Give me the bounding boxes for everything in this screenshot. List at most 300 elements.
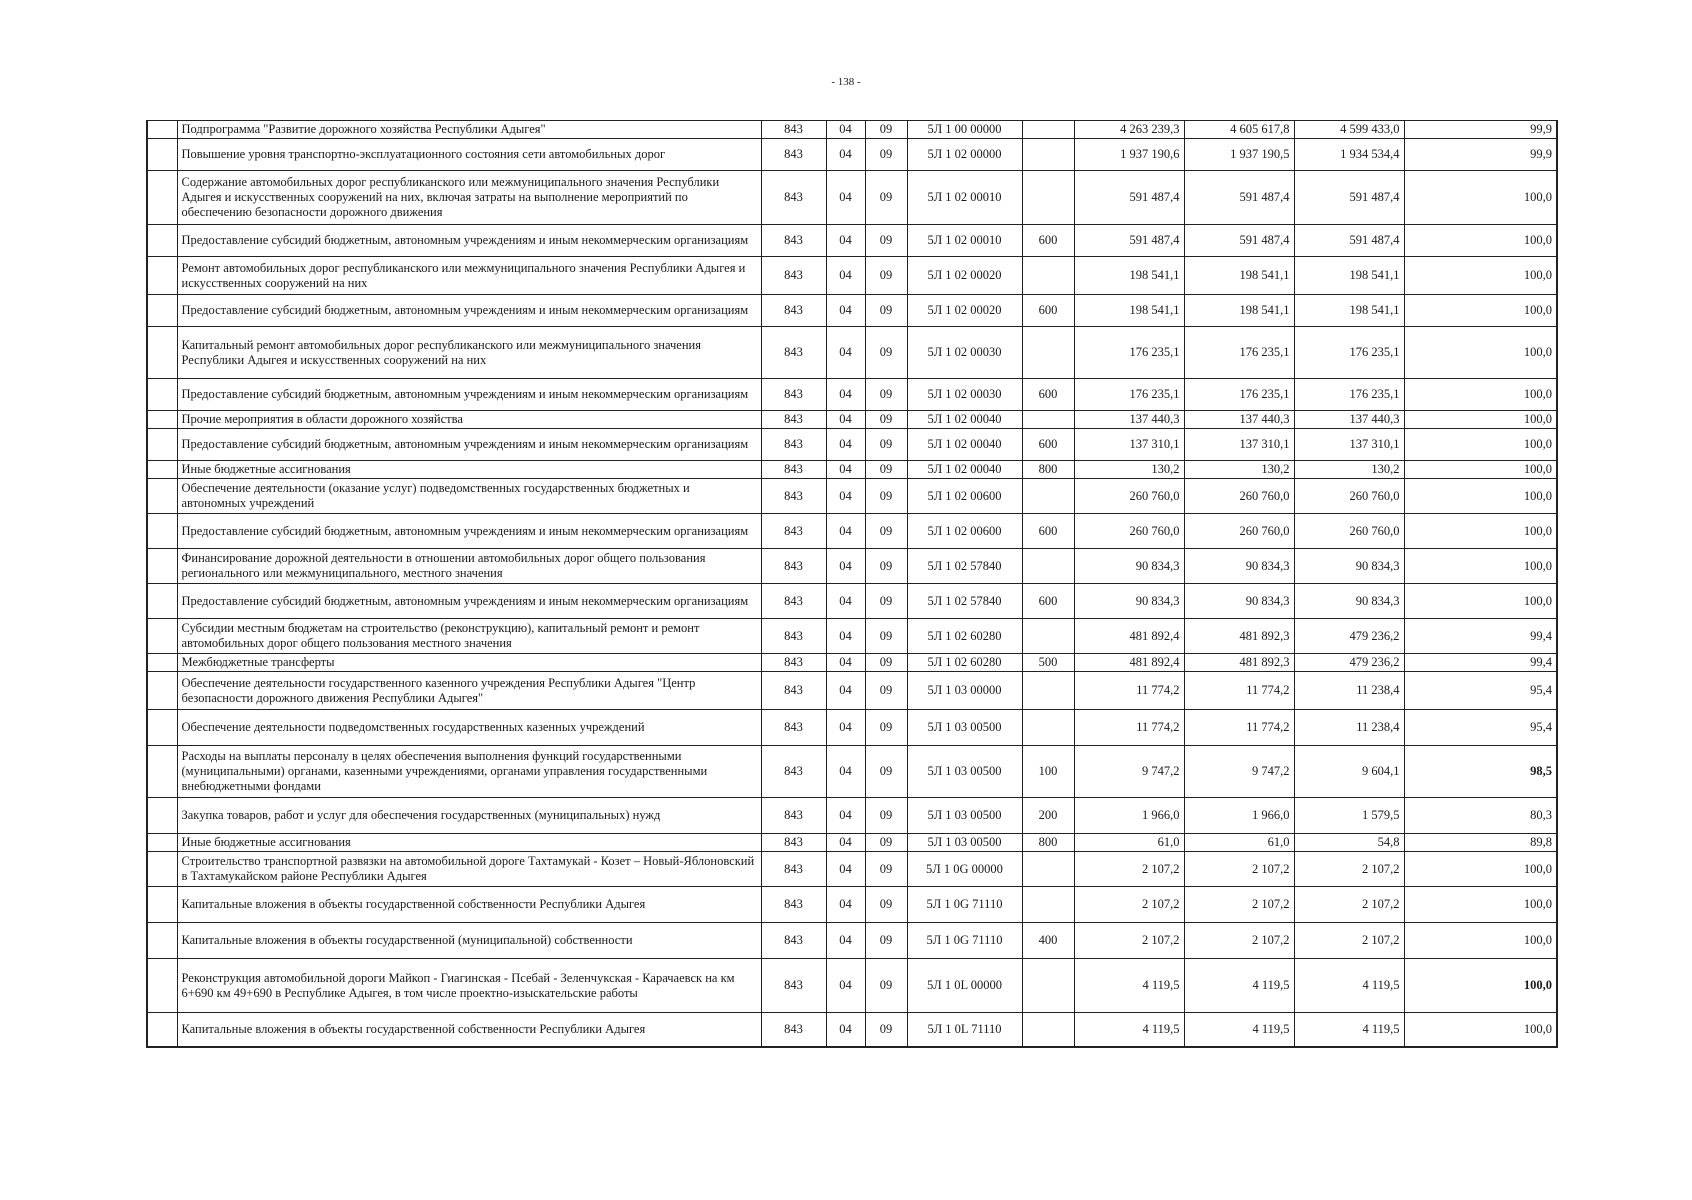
plan-initial: 137 310,1	[1074, 429, 1184, 461]
row-name: Финансирование дорожной деятельности в отношении автомобильных дорог общего пользования регионального или межмуниципального, местного значения	[177, 549, 761, 584]
row-stub	[147, 584, 177, 619]
execution-percent: 100,0	[1404, 959, 1557, 1013]
executed-amount: 54,8	[1294, 834, 1404, 852]
expense-type-code: 600	[1022, 514, 1074, 549]
target-article-code: 5Л 1 02 57840	[907, 584, 1022, 619]
subsection-code: 09	[865, 654, 907, 672]
target-article-code: 5Л 1 02 00010	[907, 225, 1022, 257]
table-row	[147, 834, 1557, 852]
execution-percent: 100,0	[1404, 225, 1557, 257]
target-article-code: 5Л 1 02 00030	[907, 379, 1022, 411]
section-code: 04	[826, 654, 865, 672]
execution-percent: 100,0	[1404, 549, 1557, 584]
executed-amount: 11 238,4	[1294, 672, 1404, 710]
execution-percent: 100,0	[1404, 295, 1557, 327]
section-code: 04	[826, 411, 865, 429]
expense-type-code: 600	[1022, 225, 1074, 257]
row-name: Обеспечение деятельности подведомственных государственных казенных учреждений	[177, 710, 761, 746]
plan-initial: 2 107,2	[1074, 887, 1184, 923]
subsection-code: 09	[865, 514, 907, 549]
section-code: 04	[826, 461, 865, 479]
target-article-code: 5Л 1 02 00020	[907, 295, 1022, 327]
row-name: Межбюджетные трансферты	[177, 654, 761, 672]
execution-percent: 99,9	[1404, 139, 1557, 171]
table-row	[147, 672, 1557, 710]
target-article-code: 5Л 1 02 00030	[907, 327, 1022, 379]
target-article-code: 5Л 1 00 00000	[907, 121, 1022, 139]
row-stub	[147, 672, 177, 710]
executed-amount: 11 238,4	[1294, 710, 1404, 746]
row-name: Предоставление субсидий бюджетным, автономным учреждениям и иным некоммерческим организациям	[177, 379, 761, 411]
target-article-code: 5Л 1 02 60280	[907, 619, 1022, 654]
expense-type-code: 800	[1022, 834, 1074, 852]
grbs-code: 843	[761, 672, 826, 710]
row-name: Содержание автомобильных дорог республиканского или межмуниципального значения Республики Адыгея и искусственных сооружений на них, включая затраты на выполнение мероприятий по обеспечению безопасности дорожного движения	[177, 171, 761, 225]
plan-initial: 4 119,5	[1074, 1013, 1184, 1047]
row-name: Обеспечение деятельности государственного казенного учреждения Республики Адыгея "Центр безопасности дорожного движения Республики Адыгея"	[177, 672, 761, 710]
subsection-code: 09	[865, 139, 907, 171]
subsection-code: 09	[865, 171, 907, 225]
grbs-code: 843	[761, 257, 826, 295]
executed-amount: 2 107,2	[1294, 852, 1404, 887]
execution-percent: 100,0	[1404, 852, 1557, 887]
target-article-code: 5Л 1 02 00600	[907, 479, 1022, 514]
table-row	[147, 584, 1557, 619]
execution-percent: 100,0	[1404, 171, 1557, 225]
row-name: Расходы на выплаты персоналу в целях обеспечения выполнения функций государственными (муниципальными) органами, казенными учреждениями, органами управления государственными внебюджетными фондами	[177, 746, 761, 798]
executed-amount: 2 107,2	[1294, 923, 1404, 959]
row-stub	[147, 327, 177, 379]
row-stub	[147, 746, 177, 798]
row-stub	[147, 619, 177, 654]
row-name: Предоставление субсидий бюджетным, автономным учреждениям и иным некоммерческим организациям	[177, 225, 761, 257]
plan-refined: 9 747,2	[1184, 746, 1294, 798]
row-name: Капитальный ремонт автомобильных дорог республиканского или межмуниципального значения Республики Адыгея и искусственных сооружений на них	[177, 327, 761, 379]
plan-refined: 11 774,2	[1184, 710, 1294, 746]
target-article-code: 5Л 1 02 00020	[907, 257, 1022, 295]
grbs-code: 843	[761, 959, 826, 1013]
expense-type-code	[1022, 710, 1074, 746]
target-article-code: 5Л 1 02 00010	[907, 171, 1022, 225]
executed-amount: 2 107,2	[1294, 887, 1404, 923]
executed-amount: 176 235,1	[1294, 379, 1404, 411]
row-stub	[147, 654, 177, 672]
subsection-code: 09	[865, 746, 907, 798]
row-stub	[147, 798, 177, 834]
subsection-code: 09	[865, 619, 907, 654]
expense-type-code	[1022, 121, 1074, 139]
row-stub	[147, 959, 177, 1013]
row-name: Реконструкция автомобильной дороги Майкоп - Гиагинская - Псебай - Зеленчукская - Карачаевск на км 6+690 км 49+690 в Республике Адыгея, в том числе проектно-изыскательские работы	[177, 959, 761, 1013]
section-code: 04	[826, 584, 865, 619]
grbs-code: 843	[761, 549, 826, 584]
subsection-code: 09	[865, 584, 907, 619]
row-stub	[147, 257, 177, 295]
table-row	[147, 746, 1557, 798]
plan-initial: 1 966,0	[1074, 798, 1184, 834]
table-row	[147, 514, 1557, 549]
subsection-code: 09	[865, 887, 907, 923]
subsection-code: 09	[865, 479, 907, 514]
section-code: 04	[826, 887, 865, 923]
subsection-code: 09	[865, 798, 907, 834]
target-article-code: 5Л 1 0L 71110	[907, 1013, 1022, 1047]
target-article-code: 5Л 1 0G 71110	[907, 887, 1022, 923]
grbs-code: 843	[761, 584, 826, 619]
subsection-code: 09	[865, 429, 907, 461]
row-name: Прочие мероприятия в области дорожного хозяйства	[177, 411, 761, 429]
grbs-code: 843	[761, 746, 826, 798]
row-stub	[147, 479, 177, 514]
plan-initial: 260 760,0	[1074, 514, 1184, 549]
table-row	[147, 327, 1557, 379]
execution-percent: 100,0	[1404, 923, 1557, 959]
plan-refined: 2 107,2	[1184, 852, 1294, 887]
page-number: - 138 -	[831, 76, 861, 88]
section-code: 04	[826, 959, 865, 1013]
section-code: 04	[826, 514, 865, 549]
section-code: 04	[826, 171, 865, 225]
plan-initial: 4 263 239,3	[1074, 121, 1184, 139]
executed-amount: 591 487,4	[1294, 225, 1404, 257]
row-stub	[147, 225, 177, 257]
execution-percent: 100,0	[1404, 514, 1557, 549]
section-code: 04	[826, 257, 865, 295]
row-stub	[147, 139, 177, 171]
plan-refined: 90 834,3	[1184, 584, 1294, 619]
expense-type-code	[1022, 672, 1074, 710]
plan-refined: 137 440,3	[1184, 411, 1294, 429]
plan-refined: 90 834,3	[1184, 549, 1294, 584]
row-name: Иные бюджетные ассигнования	[177, 461, 761, 479]
grbs-code: 843	[761, 479, 826, 514]
execution-percent: 100,0	[1404, 1013, 1557, 1047]
target-article-code: 5Л 1 03 00500	[907, 746, 1022, 798]
target-article-code: 5Л 1 02 00040	[907, 411, 1022, 429]
plan-refined: 2 107,2	[1184, 887, 1294, 923]
plan-refined: 61,0	[1184, 834, 1294, 852]
execution-percent: 100,0	[1404, 327, 1557, 379]
subsection-code: 09	[865, 710, 907, 746]
target-article-code: 5Л 1 0G 71110	[907, 923, 1022, 959]
table-row	[147, 710, 1557, 746]
subsection-code: 09	[865, 379, 907, 411]
expense-type-code	[1022, 479, 1074, 514]
subsection-code: 09	[865, 327, 907, 379]
execution-percent: 100,0	[1404, 429, 1557, 461]
row-name: Капитальные вложения в объекты государственной (муниципальной) собственности	[177, 923, 761, 959]
grbs-code: 843	[761, 461, 826, 479]
row-stub	[147, 295, 177, 327]
section-code: 04	[826, 619, 865, 654]
expense-type-code	[1022, 411, 1074, 429]
row-stub	[147, 171, 177, 225]
plan-initial: 4 119,5	[1074, 959, 1184, 1013]
execution-percent: 100,0	[1404, 379, 1557, 411]
expense-type-code	[1022, 327, 1074, 379]
execution-percent: 100,0	[1404, 411, 1557, 429]
target-article-code: 5Л 1 02 00600	[907, 514, 1022, 549]
executed-amount: 90 834,3	[1294, 584, 1404, 619]
grbs-code: 843	[761, 514, 826, 549]
plan-refined: 137 310,1	[1184, 429, 1294, 461]
table-row	[147, 411, 1557, 429]
plan-initial: 176 235,1	[1074, 327, 1184, 379]
grbs-code: 843	[761, 619, 826, 654]
table-row	[147, 429, 1557, 461]
expense-type-code: 100	[1022, 746, 1074, 798]
execution-percent: 99,4	[1404, 654, 1557, 672]
expense-type-code	[1022, 852, 1074, 887]
executed-amount: 176 235,1	[1294, 327, 1404, 379]
plan-refined: 481 892,3	[1184, 654, 1294, 672]
plan-refined: 2 107,2	[1184, 923, 1294, 959]
table-row	[147, 461, 1557, 479]
row-stub	[147, 834, 177, 852]
executed-amount: 1 934 534,4	[1294, 139, 1404, 171]
target-article-code: 5Л 1 02 00040	[907, 461, 1022, 479]
table-row	[147, 654, 1557, 672]
section-code: 04	[826, 1013, 865, 1047]
table-row	[147, 798, 1557, 834]
budget-table	[146, 120, 1558, 1048]
grbs-code: 843	[761, 171, 826, 225]
executed-amount: 4 599 433,0	[1294, 121, 1404, 139]
expense-type-code: 500	[1022, 654, 1074, 672]
row-stub	[147, 461, 177, 479]
plan-refined: 198 541,1	[1184, 257, 1294, 295]
execution-percent: 95,4	[1404, 710, 1557, 746]
executed-amount: 4 119,5	[1294, 959, 1404, 1013]
subsection-code: 09	[865, 923, 907, 959]
table-row	[147, 121, 1557, 139]
plan-initial: 90 834,3	[1074, 584, 1184, 619]
table-row	[147, 225, 1557, 257]
section-code: 04	[826, 746, 865, 798]
subsection-code: 09	[865, 1013, 907, 1047]
expense-type-code: 600	[1022, 379, 1074, 411]
row-stub	[147, 514, 177, 549]
expense-type-code	[1022, 139, 1074, 171]
subsection-code: 09	[865, 295, 907, 327]
plan-initial: 11 774,2	[1074, 710, 1184, 746]
row-name: Капитальные вложения в объекты государственной собственности Республики Адыгея	[177, 1013, 761, 1047]
target-article-code: 5Л 1 03 00500	[907, 834, 1022, 852]
plan-refined: 176 235,1	[1184, 379, 1294, 411]
plan-initial: 2 107,2	[1074, 923, 1184, 959]
execution-percent: 100,0	[1404, 584, 1557, 619]
section-code: 04	[826, 798, 865, 834]
expense-type-code: 600	[1022, 295, 1074, 327]
executed-amount: 1 579,5	[1294, 798, 1404, 834]
subsection-code: 09	[865, 959, 907, 1013]
execution-percent: 100,0	[1404, 479, 1557, 514]
target-article-code: 5Л 1 02 57840	[907, 549, 1022, 584]
expense-type-code	[1022, 257, 1074, 295]
plan-initial: 591 487,4	[1074, 225, 1184, 257]
expense-type-code	[1022, 1013, 1074, 1047]
section-code: 04	[826, 923, 865, 959]
row-name: Ремонт автомобильных дорог республиканского или межмуниципального значения Республики Адыгея и искусственных сооружений на них	[177, 257, 761, 295]
plan-initial: 9 747,2	[1074, 746, 1184, 798]
plan-refined: 130,2	[1184, 461, 1294, 479]
row-name: Предоставление субсидий бюджетным, автономным учреждениям и иным некоммерческим организациям	[177, 584, 761, 619]
grbs-code: 843	[761, 295, 826, 327]
plan-initial: 198 541,1	[1074, 257, 1184, 295]
executed-amount: 260 760,0	[1294, 479, 1404, 514]
table-row	[147, 295, 1557, 327]
subsection-code: 09	[865, 461, 907, 479]
execution-percent: 89,8	[1404, 834, 1557, 852]
row-name: Закупка товаров, работ и услуг для обеспечения государственных (муниципальных) нужд	[177, 798, 761, 834]
target-article-code: 5Л 1 03 00500	[907, 798, 1022, 834]
grbs-code: 843	[761, 121, 826, 139]
row-stub	[147, 549, 177, 584]
table-row	[147, 959, 1557, 1013]
executed-amount: 90 834,3	[1294, 549, 1404, 584]
plan-refined: 591 487,4	[1184, 225, 1294, 257]
plan-refined: 1 966,0	[1184, 798, 1294, 834]
plan-refined: 260 760,0	[1184, 514, 1294, 549]
row-stub	[147, 887, 177, 923]
table-row	[147, 1013, 1557, 1047]
execution-percent: 99,4	[1404, 619, 1557, 654]
plan-initial: 137 440,3	[1074, 411, 1184, 429]
section-code: 04	[826, 834, 865, 852]
row-name: Предоставление субсидий бюджетным, автономным учреждениям и иным некоммерческим организациям	[177, 514, 761, 549]
subsection-code: 09	[865, 834, 907, 852]
grbs-code: 843	[761, 710, 826, 746]
target-article-code: 5Л 1 0G 00000	[907, 852, 1022, 887]
executed-amount: 4 119,5	[1294, 1013, 1404, 1047]
subsection-code: 09	[865, 672, 907, 710]
section-code: 04	[826, 710, 865, 746]
executed-amount: 260 760,0	[1294, 514, 1404, 549]
grbs-code: 843	[761, 923, 826, 959]
plan-initial: 591 487,4	[1074, 171, 1184, 225]
target-article-code: 5Л 1 03 00000	[907, 672, 1022, 710]
plan-initial: 260 760,0	[1074, 479, 1184, 514]
grbs-code: 843	[761, 887, 826, 923]
plan-initial: 11 774,2	[1074, 672, 1184, 710]
table-row	[147, 852, 1557, 887]
plan-initial: 1 937 190,6	[1074, 139, 1184, 171]
row-name: Иные бюджетные ассигнования	[177, 834, 761, 852]
subsection-code: 09	[865, 257, 907, 295]
row-stub	[147, 1013, 177, 1047]
table-row	[147, 479, 1557, 514]
table-row	[147, 139, 1557, 171]
grbs-code: 843	[761, 1013, 826, 1047]
plan-refined: 198 541,1	[1184, 295, 1294, 327]
grbs-code: 843	[761, 327, 826, 379]
section-code: 04	[826, 225, 865, 257]
row-stub	[147, 710, 177, 746]
row-name: Обеспечение деятельности (оказание услуг) подведомственных государственных бюджетных и автономных учреждений	[177, 479, 761, 514]
executed-amount: 198 541,1	[1294, 257, 1404, 295]
plan-refined: 4 119,5	[1184, 959, 1294, 1013]
section-code: 04	[826, 139, 865, 171]
plan-initial: 481 892,4	[1074, 619, 1184, 654]
table-row	[147, 549, 1557, 584]
expense-type-code	[1022, 959, 1074, 1013]
executed-amount: 137 310,1	[1294, 429, 1404, 461]
row-name: Субсидии местным бюджетам на строительство (реконструкцию), капитальный ремонт и ремонт автомобильных дорог общего пользования местного значения	[177, 619, 761, 654]
row-stub	[147, 121, 177, 139]
row-stub	[147, 379, 177, 411]
section-code: 04	[826, 479, 865, 514]
section-code: 04	[826, 852, 865, 887]
expense-type-code	[1022, 171, 1074, 225]
table-row	[147, 257, 1557, 295]
expense-type-code: 400	[1022, 923, 1074, 959]
table-row	[147, 619, 1557, 654]
executed-amount: 130,2	[1294, 461, 1404, 479]
plan-initial: 198 541,1	[1074, 295, 1184, 327]
grbs-code: 843	[761, 225, 826, 257]
expense-type-code	[1022, 887, 1074, 923]
execution-percent: 98,5	[1404, 746, 1557, 798]
grbs-code: 843	[761, 852, 826, 887]
row-name: Подпрограмма "Развитие дорожного хозяйства Республики Адыгея"	[177, 121, 761, 139]
plan-refined: 1 937 190,5	[1184, 139, 1294, 171]
plan-initial: 2 107,2	[1074, 852, 1184, 887]
grbs-code: 843	[761, 379, 826, 411]
expense-type-code	[1022, 619, 1074, 654]
grbs-code: 843	[761, 429, 826, 461]
plan-refined: 176 235,1	[1184, 327, 1294, 379]
expense-type-code: 200	[1022, 798, 1074, 834]
grbs-code: 843	[761, 139, 826, 171]
plan-refined: 4 605 617,8	[1184, 121, 1294, 139]
grbs-code: 843	[761, 798, 826, 834]
execution-percent: 100,0	[1404, 257, 1557, 295]
row-name: Повышение уровня транспортно-эксплуатационного состояния сети автомобильных дорог	[177, 139, 761, 171]
expense-type-code	[1022, 549, 1074, 584]
grbs-code: 843	[761, 411, 826, 429]
row-name: Капитальные вложения в объекты государственной собственности Республики Адыгея	[177, 887, 761, 923]
row-stub	[147, 411, 177, 429]
plan-initial: 130,2	[1074, 461, 1184, 479]
executed-amount: 479 236,2	[1294, 654, 1404, 672]
subsection-code: 09	[865, 411, 907, 429]
row-name: Предоставление субсидий бюджетным, автономным учреждениям и иным некоммерческим организациям	[177, 429, 761, 461]
grbs-code: 843	[761, 654, 826, 672]
execution-percent: 99,9	[1404, 121, 1557, 139]
plan-initial: 90 834,3	[1074, 549, 1184, 584]
executed-amount: 9 604,1	[1294, 746, 1404, 798]
executed-amount: 591 487,4	[1294, 171, 1404, 225]
subsection-code: 09	[865, 225, 907, 257]
row-name: Строительство транспортной развязки на автомобильной дороге Тахтамукай - Козет – Новый-Яблоновский в Тахтамукайском районе Республики Адыгея	[177, 852, 761, 887]
execution-percent: 95,4	[1404, 672, 1557, 710]
row-stub	[147, 923, 177, 959]
table-row	[147, 887, 1557, 923]
executed-amount: 479 236,2	[1294, 619, 1404, 654]
expense-type-code: 600	[1022, 429, 1074, 461]
plan-refined: 11 774,2	[1184, 672, 1294, 710]
plan-refined: 4 119,5	[1184, 1013, 1294, 1047]
plan-refined: 260 760,0	[1184, 479, 1294, 514]
plan-initial: 176 235,1	[1074, 379, 1184, 411]
section-code: 04	[826, 549, 865, 584]
section-code: 04	[826, 295, 865, 327]
subsection-code: 09	[865, 121, 907, 139]
target-article-code: 5Л 1 0L 00000	[907, 959, 1022, 1013]
target-article-code: 5Л 1 03 00500	[907, 710, 1022, 746]
execution-percent: 100,0	[1404, 461, 1557, 479]
executed-amount: 137 440,3	[1294, 411, 1404, 429]
